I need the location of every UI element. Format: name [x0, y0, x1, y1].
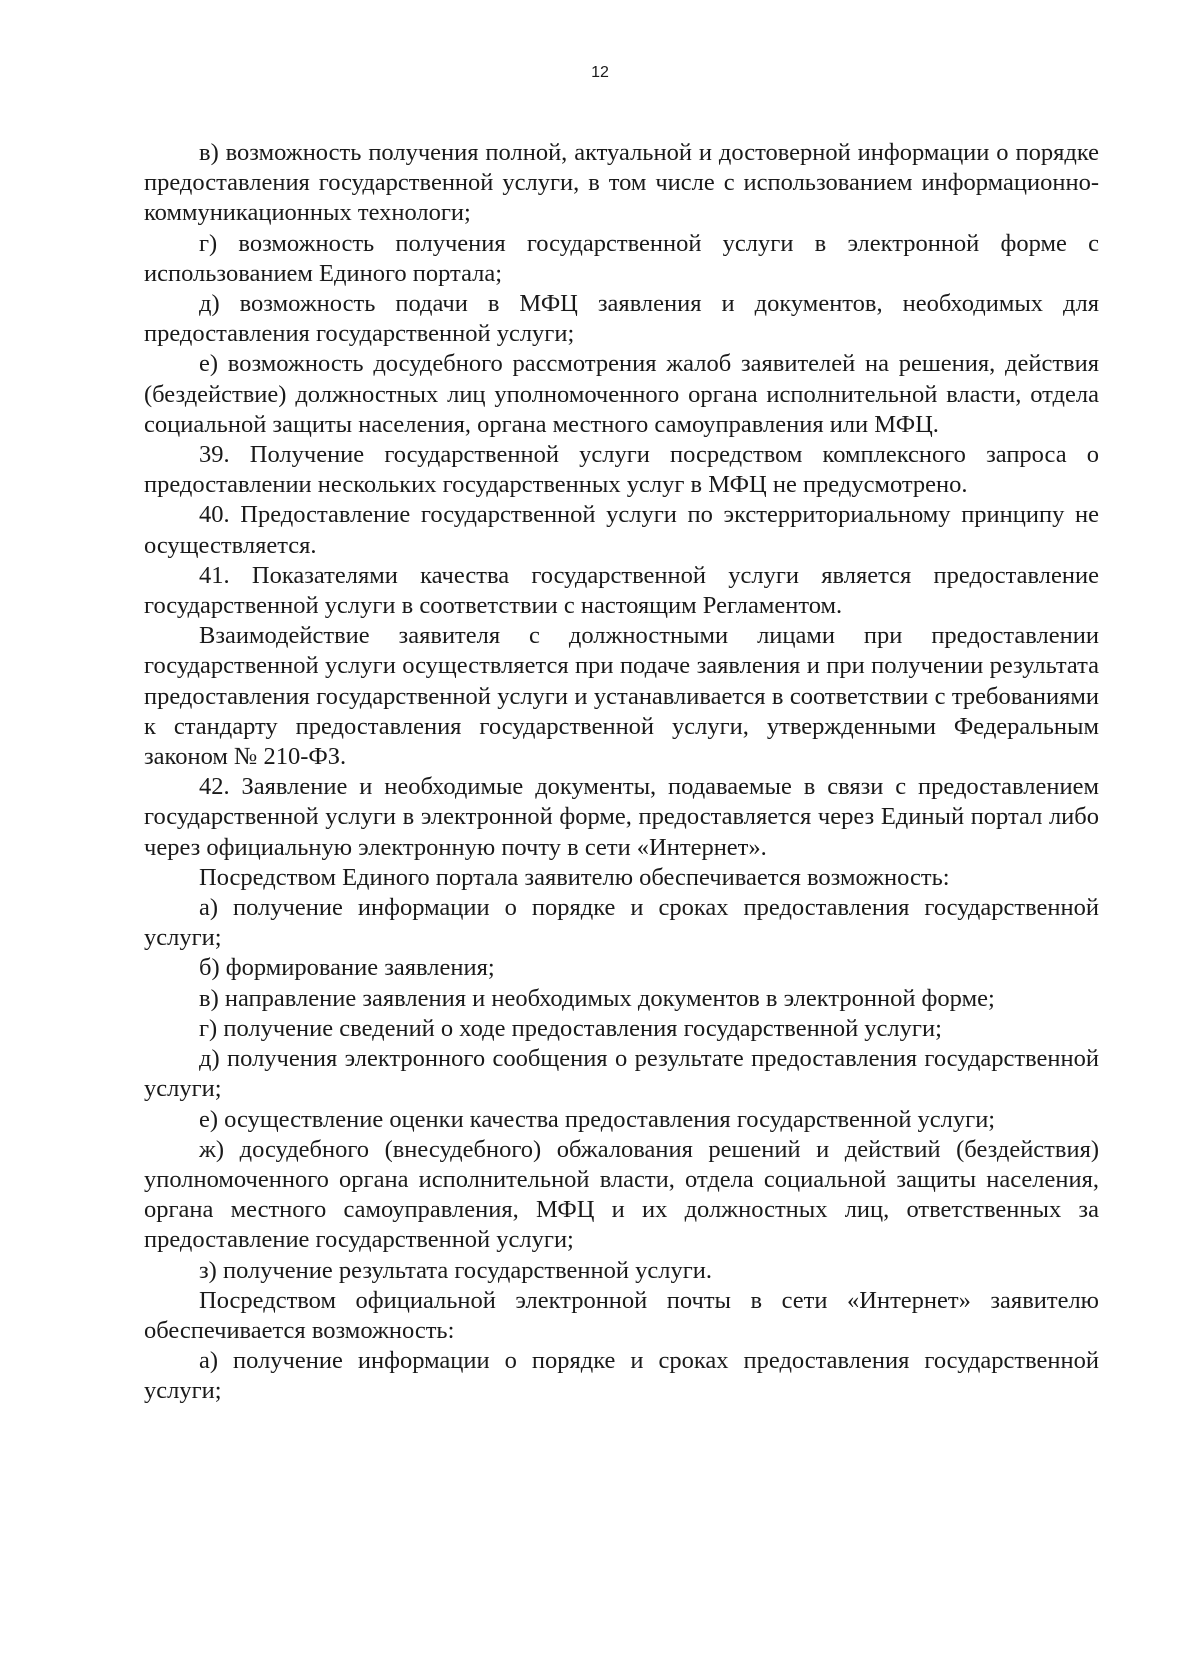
- paragraph-item-d: д) возможность подачи в МФЦ заявления и документов, необходимых для предоставления государственной услуги;: [144, 290, 1099, 348]
- page-number: 12: [591, 64, 609, 81]
- paragraph-item-g: г) возможность получения государственной услуги в электронной форме с использованием Единого портала;: [144, 229, 1099, 287]
- list-item-b: б) формирование заявления;: [199, 954, 495, 982]
- paragraph-portal-intro: Посредством Единого портала заявителю обеспечивается возможность:: [199, 863, 950, 891]
- list-item-v: в) направление заявления и необходимых документов в электронной форме;: [199, 984, 995, 1012]
- list-item-g: г) получение сведений о ходе предоставления государственной услуги;: [199, 1014, 942, 1042]
- list-item-zh: ж) досудебного (внесудебного) обжалования решений и действий (бездействия) уполномоченного органа исполнительной власти, отдела социальной защиты населения, органа местного самоуправления, МФЦ и их должностных лиц, ответственных за предоставление государственной услуги;: [144, 1135, 1099, 1254]
- list-item-e: е) осуществление оценки качества предоставления государственной услуги;: [199, 1105, 996, 1133]
- list-item-a: а) получение информации о порядке и сроках предоставления государственной услуги;: [144, 894, 1099, 952]
- paragraph-41: 41. Показателями качества государственной услуги является предоставление государственной услуги в соответствии с настоящим Регламентом.: [144, 561, 1099, 620]
- paragraph-email-intro: Посредством официальной электронной почты в сети «Интернет» заявителю обеспечивается возможность:: [144, 1286, 1099, 1344]
- paragraph-42: 42. Заявление и необходимые документы, подаваемые в связи с предоставлением государственной услуги в электронной форме, предоставляется через Единый портал либо через официальную электронную почту в сети «Интернет».: [144, 773, 1099, 861]
- paragraph-39: 39. Получение государственной услуги посредством комплексного запроса о предоставлении нескольких государственных услуг в МФЦ не предусмотрено.: [144, 441, 1099, 499]
- paragraph-item-e: е) возможность досудебного рассмотрения жалоб заявителей на решения, действия (бездействие) должностных лиц уполномоченного органа исполнительной власти, отдела социальной защиты населения, органа местного самоуправления или МФЦ.: [144, 350, 1099, 438]
- paragraph-40: 40. Предоставление государственной услуги по экстерриториальному принципу не осуществляется.: [144, 501, 1099, 559]
- paragraph-item-v: в) возможность получения полной, актуальной и достоверной информации о порядке предоставления государственной услуги, в том числе с использованием информационно-коммуникационных технологи;: [144, 139, 1099, 227]
- list-item-d: д) получения электронного сообщения о результате предоставления государственной услуги;: [144, 1045, 1099, 1103]
- paragraph-interaction: Взаимодействие заявителя с должностными лицами при предоставлении государственной услуги осуществляется при подаче заявления и при получении результата предоставления государственной услуги и устанавливается в соответствии с требованиями к стандарту предоставления государственной услуги, утвержденными Федеральным законом № 210-ФЗ.: [144, 622, 1099, 771]
- list-item-email-a: а) получение информации о порядке и сроках предоставления государственной услуги;: [144, 1347, 1099, 1405]
- document-body: [144, 138, 1099, 1407]
- list-item-z: з) получение результата государственной услуги.: [199, 1256, 712, 1284]
